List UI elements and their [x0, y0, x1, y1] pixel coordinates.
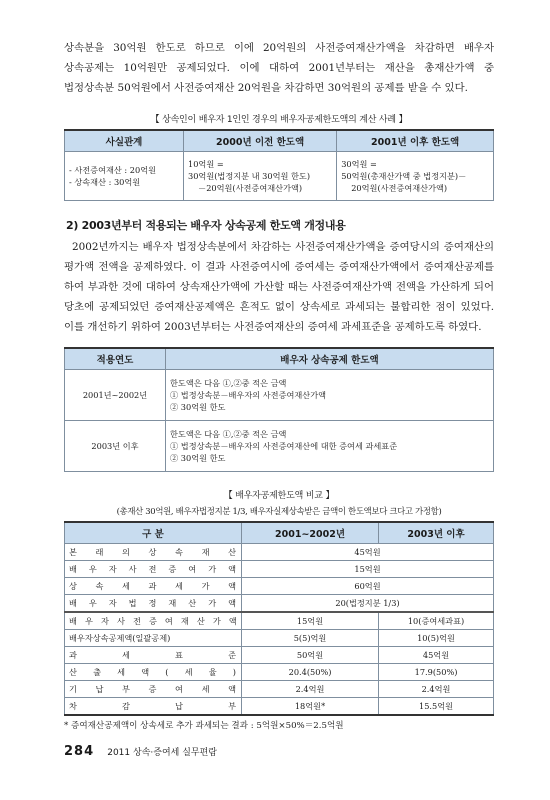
table-row — [65, 612, 494, 630]
row-value: 45억원 — [242, 544, 494, 561]
row-label: 산 출 세 액 ( 세 율 ) — [65, 664, 242, 681]
deduction-limit-table — [64, 347, 494, 472]
table1-after-cell — [337, 152, 494, 201]
book-title: 2011 상속·증여세 실무편람 — [107, 748, 217, 758]
row-label: 배 우 자 사 전 증 여 가 액 — [65, 561, 242, 578]
limit-line: ① 법정상속분－배우자의 사전증여재산에 대한 증여세 과세표준 — [170, 441, 398, 451]
before-line: －20억원(사전증여재산가액) — [198, 183, 303, 193]
row-value-2003: 45억원 — [379, 647, 494, 664]
limit-line: ② 30억원 한도 — [170, 453, 226, 463]
fact-line: - 상속재산 : 30억원 — [69, 177, 141, 187]
row-value: 60억원 — [242, 578, 494, 595]
row-value: 15억원 — [242, 561, 494, 578]
table-row — [65, 630, 494, 647]
after-line: 20억원(사전증여재산가액) — [351, 183, 448, 193]
table-row — [65, 681, 494, 698]
row-value-2001: 5(5)억원 — [242, 630, 379, 647]
table3-footnote: * 증여재산공제액이 상속세로 추가 과세되는 결과 : 5억원×50%＝2.5억원 — [64, 721, 344, 731]
row-value-2003: 2.4억원 — [379, 681, 494, 698]
table2-year-cell: 2001년~2002년 — [65, 370, 166, 421]
before-line: 10억원 = — [188, 159, 224, 169]
row-value-2001: 20.4(50%) — [242, 664, 379, 681]
table3-caption: 【 배우자공제한도액 비교 】 — [223, 491, 335, 501]
table2-year-cell: 2003년 이후 — [65, 421, 166, 472]
spouse-deduction-example-table — [64, 129, 494, 201]
row-value-2001: 2.4억원 — [242, 681, 379, 698]
table-row — [65, 578, 494, 595]
row-value-2003: 10(증여세과표) — [379, 612, 494, 630]
table-row — [65, 561, 494, 578]
after-line: 30억원 = — [341, 159, 377, 169]
table1-caption: 【 상속인이 배우자 1인인 경우의 배우자공제한도액의 계산 사례 】 — [150, 115, 408, 125]
table1-header-before: 2000년 이전 한도액 — [184, 130, 337, 152]
section2-paragraph: 2002년까지는 배우자 법정상속분에서 차감하는 사전증여재산가액을 증여당시의 증여재산의 평가액 전액을 공제하였다. 이 결과 사전증여시에 증여세는 증여재산가액에서 증여재산공제를 하여 부과한 것에 대하여 상속재산가액에 가산할 때는 사전증여재산가액 전액을 가산하게 되어 당초에 공제되었던 증여재산공제액은 흔적도 없이 상속세로 과세되는 불합리한 점이 있었다. 이를 개선하기 위하여 2003년부터는 사전증여재산의 증여세 과세표준을 공제하도록 하였다. — [64, 241, 494, 333]
page-footer — [64, 740, 217, 759]
table2-header-limit: 배우자 상속공제 한도액 — [166, 348, 494, 370]
table-row — [65, 544, 494, 561]
table3-header-2003: 2003년 이후 — [379, 522, 494, 544]
table2-header-year: 적용연도 — [65, 348, 166, 370]
deduction-comparison-table — [64, 521, 494, 716]
row-value-2001: 15억원 — [242, 612, 379, 630]
row-label: 기 납 부 증 여 세 액 — [65, 681, 242, 698]
limit-line: ① 법정상속분－배우자의 사전증여재산가액 — [170, 390, 327, 400]
limit-line: 한도액은 다음 ①,②중 적은 금액 — [170, 429, 287, 439]
row-label: 배우자상속공제액(일괄공제) — [65, 630, 242, 647]
page-number: 284 — [64, 744, 95, 759]
row-label: 상 속 세 과 세 가 액 — [65, 578, 242, 595]
table-row — [65, 595, 494, 613]
table3-header-category: 구 분 — [65, 522, 242, 544]
limit-line: ② 30억원 한도 — [170, 402, 226, 412]
page-content — [64, 38, 494, 731]
table-row — [65, 647, 494, 664]
row-value-2003: 10(5)억원 — [379, 630, 494, 647]
table2-limit-cell — [166, 370, 494, 421]
row-value: 20(법정지분 1/3) — [242, 595, 494, 613]
row-label: 차 감 납 부 — [65, 698, 242, 716]
row-value-2001: 18억원* — [242, 698, 379, 716]
table1-before-cell — [184, 152, 337, 201]
after-line: 50억원(총재산가액 중 법정지분)－ — [341, 171, 467, 181]
table2-limit-cell — [166, 421, 494, 472]
table3-assumption-note: (총재산 30억원, 배우자법정지분 1/3, 배우자실제상속받은 금액이 한도액보다 크다고 가정함) — [116, 506, 442, 516]
row-value-2003: 17.9(50%) — [379, 664, 494, 681]
table1-header-facts: 사실관계 — [65, 130, 184, 152]
row-label: 본 래 의 상 속 재 산 — [65, 544, 242, 561]
row-label: 배 우 자 사 전 증 여 재 산 가 액 — [65, 612, 242, 630]
section2-title: 2) 2003년부터 적용되는 배우자 상속공제 한도액 개정내용 — [66, 219, 346, 232]
row-value-2003: 15.5억원 — [379, 698, 494, 716]
row-label: 과 세 표 준 — [65, 647, 242, 664]
before-line: 30억원(법정지분 내 30억원 한도) — [188, 171, 311, 181]
limit-line: 한도액은 다음 ①,②중 적은 금액 — [170, 378, 287, 388]
table3-header-2001: 2001~2002년 — [242, 522, 379, 544]
fact-line: - 사전증여재산 : 20억원 — [69, 165, 157, 175]
intro-paragraph: 상속분을 30억원 한도로 하므로 이에 20억원의 사전증여재산가액을 차감하면 배우자 상속공제는 10억원만 공제되었다. 이에 대하여 2001년부터는 재산을 총재산가액 중 법정상속분 50억원에서 사전증여재산 20억원을 차감하면 30억원의 공제를 받을 수 있다. — [64, 42, 494, 94]
table1-facts-cell — [65, 152, 184, 201]
table1-header-after: 2001년 이후 한도액 — [337, 130, 494, 152]
row-value-2001: 50억원 — [242, 647, 379, 664]
table-row — [65, 698, 494, 716]
table-row — [65, 664, 494, 681]
row-label: 배 우 자 법 정 재 산 가 액 — [65, 595, 242, 613]
